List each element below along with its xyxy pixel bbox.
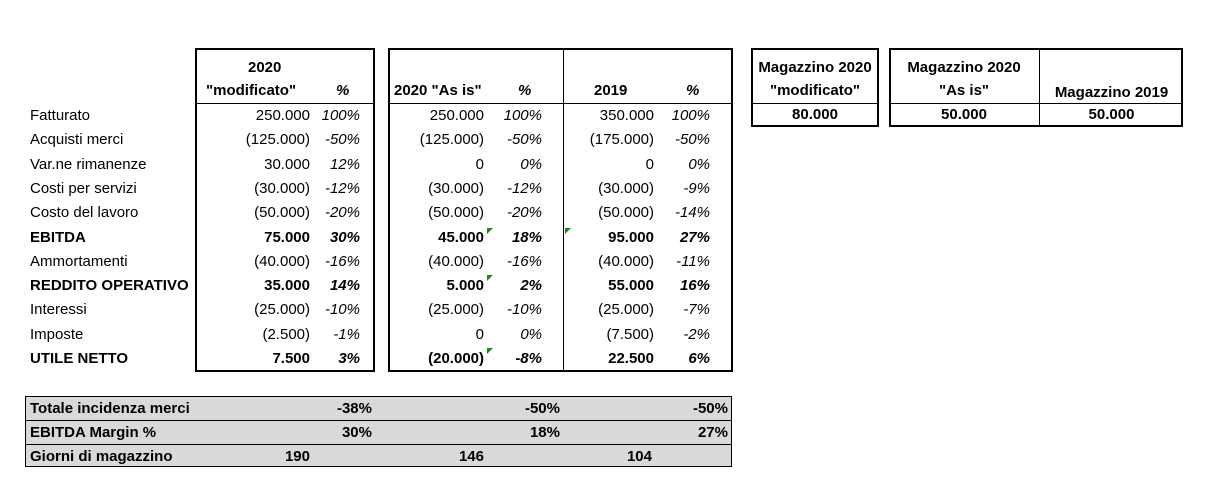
row-label: Interessi bbox=[30, 301, 87, 318]
row-label: EBITDA bbox=[30, 229, 86, 246]
row-value: (30.000) bbox=[254, 180, 310, 197]
row-value: 250.000 bbox=[429, 107, 484, 124]
row-value: (40.000) bbox=[428, 253, 484, 270]
summary-value: -50% bbox=[524, 400, 560, 417]
magazzino-2020-asis-value: 50.000 bbox=[941, 106, 987, 123]
row-value: 5.000 bbox=[446, 277, 484, 294]
row-percent: 6% bbox=[688, 350, 710, 367]
row-label: Ammortamenti bbox=[30, 253, 128, 270]
row-value: (20.000) bbox=[428, 350, 484, 367]
row-percent: -8% bbox=[515, 350, 542, 367]
row-percent: 16% bbox=[679, 277, 710, 294]
row-value: 0 bbox=[475, 326, 484, 343]
row-percent: -7% bbox=[683, 301, 710, 318]
row-percent: -20% bbox=[324, 204, 360, 221]
row-percent: 2% bbox=[520, 277, 542, 294]
magazzino-2020-modificato-value: 80.000 bbox=[792, 106, 838, 123]
summary-label: Totale incidenza merci bbox=[30, 400, 190, 417]
row-value: 75.000 bbox=[264, 229, 310, 246]
row-value: 250.000 bbox=[255, 107, 310, 124]
magazzino-2020-asis-subtitle: "As is" bbox=[938, 82, 990, 99]
row-value: (25.000) bbox=[428, 301, 484, 318]
row-value: 22.500 bbox=[608, 350, 654, 367]
row-percent: 18% bbox=[511, 229, 542, 246]
row-percent: -11% bbox=[676, 253, 710, 270]
comment-marker bbox=[487, 275, 493, 281]
row-value: (125.000) bbox=[245, 131, 310, 148]
magazzino-2019-title: Magazzino 2019 bbox=[1054, 84, 1169, 101]
row-label: Var.ne rimanenze bbox=[30, 156, 147, 173]
row-percent: 0% bbox=[520, 156, 542, 173]
magazzino-2020-modificato-subtitle: "modificato" bbox=[769, 82, 861, 99]
row-value: 45.000 bbox=[438, 229, 484, 246]
row-value: 95.000 bbox=[608, 229, 654, 246]
row-value: (30.000) bbox=[598, 180, 654, 197]
comment-marker bbox=[565, 228, 571, 234]
header-2020-asis: 2020 "As is" bbox=[394, 82, 482, 99]
row-percent: -2% bbox=[683, 326, 710, 343]
row-value: (30.000) bbox=[428, 180, 484, 197]
row-value: (125.000) bbox=[419, 131, 484, 148]
row-percent: 100% bbox=[671, 107, 710, 124]
row-percent: -50% bbox=[674, 131, 710, 148]
row-label: UTILE NETTO bbox=[30, 350, 129, 367]
row-percent: -16% bbox=[506, 253, 542, 270]
row-value: 35.000 bbox=[264, 277, 310, 294]
row-label: Imposte bbox=[30, 326, 84, 343]
row-percent: -50% bbox=[506, 131, 542, 148]
summary-label: Giorni di magazzino bbox=[30, 448, 173, 465]
header-pct-1: % bbox=[336, 82, 350, 99]
row-percent: -1% bbox=[333, 326, 360, 343]
row-value: 30.000 bbox=[264, 156, 310, 173]
row-percent: 14% bbox=[329, 277, 360, 294]
row-percent: 27% bbox=[679, 229, 710, 246]
row-value: (40.000) bbox=[598, 253, 654, 270]
header-pct-2: % bbox=[518, 82, 532, 99]
row-label: REDDITO OPERATIVO bbox=[30, 277, 189, 294]
summary-value: 27% bbox=[697, 424, 728, 441]
row-percent: -20% bbox=[506, 204, 542, 221]
row-value: (175.000) bbox=[589, 131, 654, 148]
row-percent: 100% bbox=[503, 107, 542, 124]
row-value: 0 bbox=[475, 156, 484, 173]
magazzino-2020-asis-title: Magazzino 2020 bbox=[907, 59, 1021, 76]
summary-value: 18% bbox=[529, 424, 560, 441]
row-percent: -9% bbox=[683, 180, 710, 197]
row-percent: 30% bbox=[329, 229, 360, 246]
row-value: (50.000) bbox=[598, 204, 654, 221]
row-value: 350.000 bbox=[599, 107, 654, 124]
header-2019: 2019 bbox=[594, 82, 628, 99]
header-pct-3: % bbox=[686, 82, 700, 99]
row-percent: 0% bbox=[520, 326, 542, 343]
row-percent: 12% bbox=[329, 156, 360, 173]
magazzino-2020-modificato-title: Magazzino 2020 bbox=[758, 59, 872, 76]
row-value: 55.000 bbox=[608, 277, 654, 294]
row-value: 0 bbox=[645, 156, 654, 173]
row-value: (7.500) bbox=[606, 326, 654, 343]
row-value: (25.000) bbox=[254, 301, 310, 318]
row-label: Acquisti merci bbox=[30, 131, 124, 148]
row-percent: -14% bbox=[674, 204, 710, 221]
row-percent: -10% bbox=[506, 301, 542, 318]
row-percent: -12% bbox=[506, 180, 542, 197]
summary-value: -50% bbox=[692, 400, 728, 417]
row-label: Costo del lavoro bbox=[30, 204, 139, 221]
row-label: Fatturato bbox=[30, 107, 91, 124]
summary-value: 146 bbox=[458, 448, 484, 465]
summary-value: 190 bbox=[284, 448, 310, 465]
row-value: (50.000) bbox=[428, 204, 484, 221]
row-value: (40.000) bbox=[254, 253, 310, 270]
row-percent: -50% bbox=[324, 131, 360, 148]
row-label: Costi per servizi bbox=[30, 180, 137, 197]
header-2020-modificato-year: 2020 bbox=[248, 59, 282, 76]
summary-label: EBITDA Margin % bbox=[30, 424, 157, 441]
row-value: (2.500) bbox=[262, 326, 310, 343]
comment-marker bbox=[487, 348, 493, 354]
header-2020-modificato-label: "modificato" bbox=[206, 82, 297, 99]
row-percent: -12% bbox=[324, 180, 360, 197]
row-percent: -16% bbox=[324, 253, 360, 270]
row-value: (50.000) bbox=[254, 204, 310, 221]
summary-value: 30% bbox=[341, 424, 372, 441]
comment-marker bbox=[487, 228, 493, 234]
row-percent: 100% bbox=[321, 107, 360, 124]
summary-value: -38% bbox=[336, 400, 372, 417]
row-percent: -10% bbox=[324, 301, 360, 318]
magazzino-2019-value: 50.000 bbox=[1088, 106, 1135, 123]
row-value: 7.500 bbox=[272, 350, 310, 367]
row-value: (25.000) bbox=[598, 301, 654, 318]
row-percent: 3% bbox=[338, 350, 360, 367]
row-percent: 0% bbox=[688, 156, 710, 173]
summary-value: 104 bbox=[626, 448, 652, 465]
